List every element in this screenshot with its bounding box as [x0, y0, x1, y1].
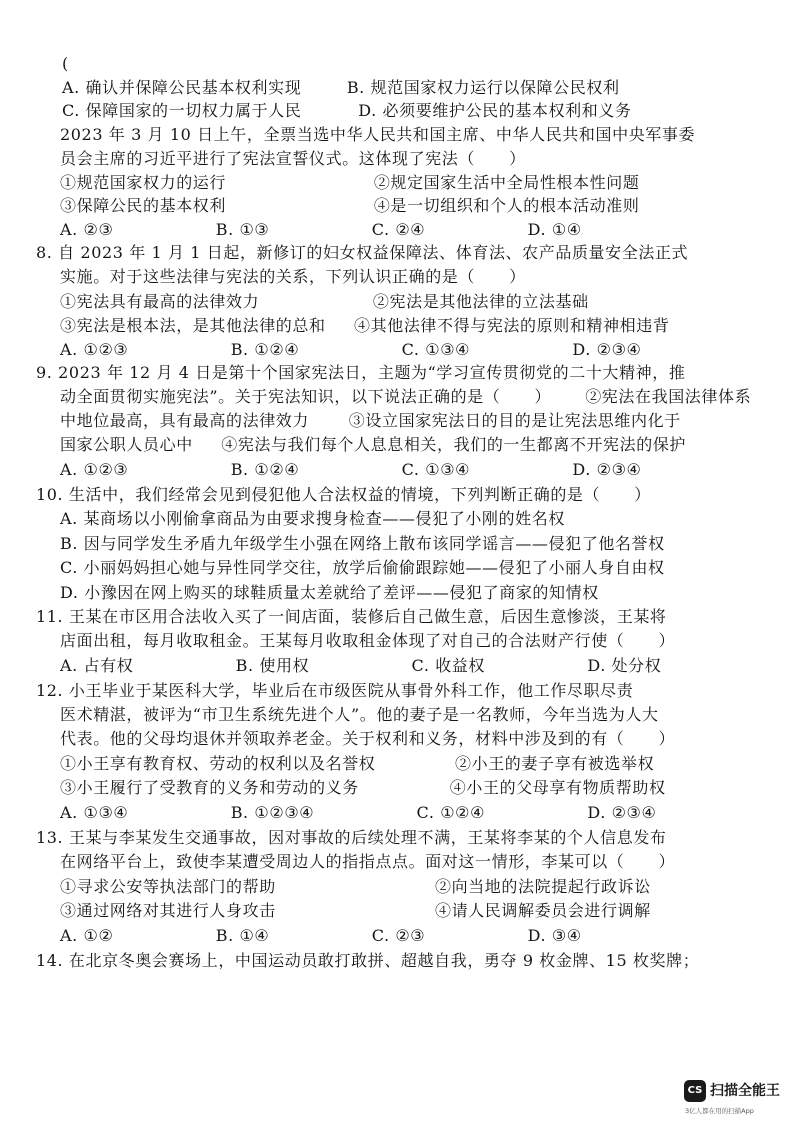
text-line: ①小王享有教育权、劳动的权利以及名誉权 ②小王的妻子享有被选举权 [60, 754, 655, 773]
text-line: A. ①②③ B. ①②④ C. ①③④ D. ②③④ [60, 340, 642, 359]
text-line: 代表。他的父母均退休并领取养老金。关于权利和义务，材料中涉及到的有（ ） [60, 729, 676, 748]
watermark-app-name: 扫描全能王 [710, 1083, 780, 1099]
text-line: A. ①② B. ①④ C. ②③ D. ③④ [60, 926, 582, 945]
text-line: 实施。对于这些法律与宪法的关系，下列认识正确的是（ ） [60, 267, 526, 286]
text-line: ①宪法具有最高的法律效力 ②宪法是其他法律的立法基础 [60, 292, 589, 311]
text-line: ①寻求公安等执法部门的帮助 ②向当地的法院提起行政诉讼 [60, 877, 651, 896]
text-line: D. 小豫因在网上购买的球鞋质量太差就给了差评——侵犯了商家的知情权 [60, 583, 599, 602]
text-line: A. ①②③ B. ①②④ C. ①③④ D. ②③④ [60, 460, 642, 479]
text-line: C. 保障国家的一切权力属于人民 D. 必须要维护公民的基本权利和义务 [62, 101, 632, 120]
text-line: 2023 年 3 月 10 日上午，全票当选中华人民共和国主席、中华人民共和国中央军事委 [60, 125, 696, 144]
question-14-stem: 14. 在北京冬奥会赛场上，中国运动员敢打敢拼、超越自我，勇夺 9 枚金牌、15 枚奖牌； [36, 951, 700, 970]
text-line: A. 占有权 B. 使用权 C. 收益权 D. 处分权 [60, 656, 662, 675]
text-line: C. 小丽妈妈担心她与异性同学交往，放学后偷偷跟踪她——侵犯了小丽人身自由权 [60, 558, 665, 577]
question-13-stem: 13. 王某与李某发生交通事故，因对事故的后续处理不满，王某将李某的个人信息发布 [36, 828, 667, 847]
scanner-watermark [684, 1080, 792, 1120]
question-12-stem: 12. 小王毕业于某医科大学，毕业后在市级医院从事骨外科工作，他工作尽职尽责 [36, 681, 634, 700]
text-line: ③通过网络对其进行人身攻击 ④请人民调解委员会进行调解 [60, 901, 651, 920]
text-line: ①规范国家权力的运行 ②规定国家生活中全局性根本性问题 [60, 173, 640, 192]
text-line: 店面出租，每月收取租金。王某每月收取租金体现了对自己的合法财产行使（ ） [60, 631, 676, 650]
question-9-stem: 9. 2023 年 12 月 4 日是第十个国家宪法日，主题为“学习宣传贯彻党的二十大精神，推 [36, 363, 686, 382]
text-line: ③宪法是根本法，是其他法律的总和 ④其他法律不得与宪法的原则和精神相违背 [60, 316, 670, 335]
text-line: A. 确认并保障公民基本权利实现 B. 规范国家权力运行以保障公民权利 [62, 78, 620, 97]
text-line: A. ②③ B. ①③ C. ②④ D. ①④ [60, 220, 582, 239]
camscanner-logo-icon: CS [684, 1080, 706, 1102]
question-10-stem: 10. 生活中，我们经常会见到侵犯他人合法权益的情境，下列判断正确的是（ ） [36, 485, 651, 504]
text-line: ( [62, 54, 69, 73]
question-8-stem: 8. 自 2023 年 1 月 1 日起，新修订的妇女权益保障法、体育法、农产品质量安全法正式 [36, 243, 689, 262]
watermark-tagline: 3亿人都在用的扫描App [685, 1107, 754, 1115]
text-line: ③小王履行了受教育的义务和劳动的义务 ④小王的父母享有物质帮助权 [60, 778, 666, 797]
text-line: A. ①③④ B. ①②③④ C. ①②④ D. ②③④ [60, 803, 657, 822]
text-line: 中地位最高，具有最高的法律效力 ③设立国家宪法日的目的是让宪法思维内化于 [60, 411, 681, 430]
text-line: 员会主席的习近平进行了宪法宣誓仪式。这体现了宪法（ ） [60, 149, 526, 168]
question-11-stem: 11. 王某在市区用合法收入买了一间店面，装修后自己做生意，后因生意惨淡，王某将 [36, 607, 667, 626]
text-line: A. 某商场以小刚偷拿商品为由要求搜身检查——侵犯了小刚的姓名权 [60, 509, 565, 528]
text-line: 国家公职人员心中 ④宪法与我们每个人息息相关，我们的一生都离不开宪法的保护 [60, 435, 687, 454]
text-line: 在网络平台上，致使李某遭受周边人的指指点点。面对这一情形，李某可以（ ） [60, 852, 676, 871]
text-line: 医术精湛，被评为“市卫生系统先进个人”。他的妻子是一名教师，今年当选为人大 [60, 705, 659, 724]
text-line: B. 因与同学发生矛盾九年级学生小强在网络上散布该同学谣言——侵犯了他名誉权 [60, 534, 665, 553]
text-line: 动全面贯彻实施宪法”。关于宪法知识，以下说法正确的是（ ） ②宪法在我国法律体系 [60, 387, 752, 406]
text-line: ③保障公民的基本权利 ④是一切组织和个人的根本活动准则 [60, 196, 640, 215]
